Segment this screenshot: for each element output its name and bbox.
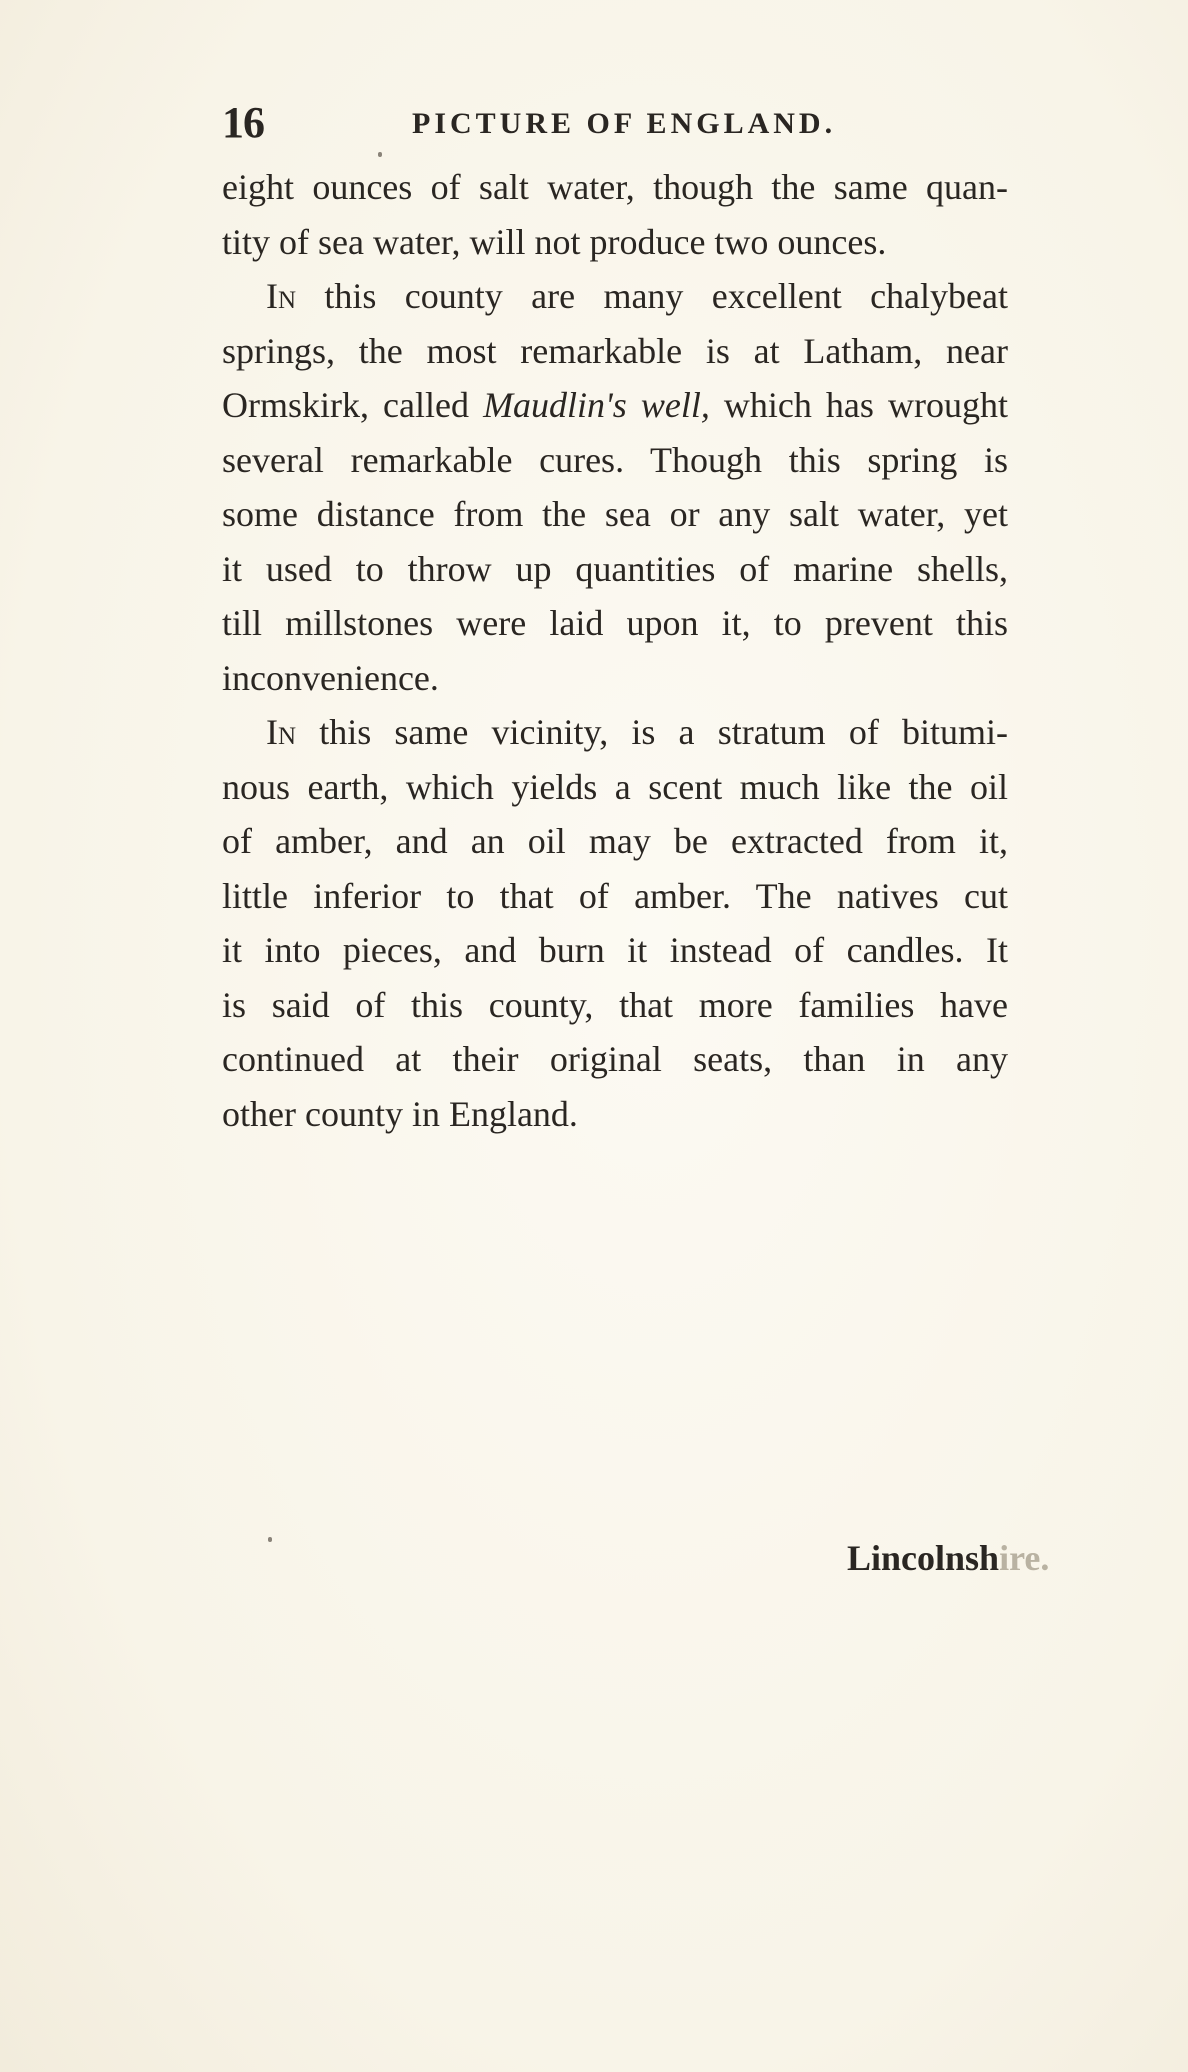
text-line: eight ounces of salt water, though the same quan- — [222, 167, 1008, 207]
text-line: several remarkable cures. Though this spring is — [222, 439, 1008, 480]
text-line: is said of this county, that more families have — [222, 984, 1008, 1025]
text-line — [222, 705, 1008, 760]
text-line — [222, 378, 1008, 433]
page-header — [222, 98, 1002, 148]
paper-speck — [378, 152, 382, 157]
text-line: some distance from the sea or any salt water, yet — [222, 494, 1008, 534]
text-line: continued at their original seats, than in any — [222, 1039, 1008, 1079]
text-span: this county are many excellent chalybeat — [296, 276, 1008, 316]
body-text — [222, 160, 1008, 1141]
catchword — [847, 1536, 1049, 1580]
page-number: 16 — [222, 98, 264, 147]
paragraph-lead: In — [266, 276, 297, 316]
text-span: Ormskirk, called — [222, 385, 484, 425]
text-line: other county in England. — [222, 1093, 578, 1134]
catchword-main: Lincolnsh — [847, 1538, 1000, 1578]
text-line: of amber, and an oil may be extracted from it, — [222, 821, 1008, 861]
text-line: till millstones were laid upon it, to prevent this — [222, 603, 1008, 643]
text-span: this same vicinity, is a stratum of bitumi- — [296, 712, 1008, 752]
text-line: springs, the most remarkable is at Latham, near — [222, 330, 1008, 371]
text-line: little inferior to that of amber. The natives cut — [222, 875, 1008, 916]
paper-speck — [268, 1537, 272, 1542]
text-line: tity of sea water, will not produce two ounces. — [222, 221, 887, 262]
paragraph-lead: In — [266, 712, 297, 752]
text-line: it used to throw up quantities of marine shells, — [222, 548, 1008, 589]
text-line — [222, 269, 1008, 324]
text-line: it into pieces, and burn it instead of candles. It — [222, 930, 1008, 970]
catchword-faded: ire. — [999, 1538, 1050, 1578]
italic-place-name: Maudlin's well, — [483, 385, 710, 425]
text-line: inconvenience. — [222, 657, 439, 698]
text-line: nous earth, which yields a scent much like the oil — [222, 766, 1008, 807]
text-span: which has wrought — [709, 385, 1008, 425]
running-head: PICTURE OF ENGLAND. — [412, 107, 837, 140]
